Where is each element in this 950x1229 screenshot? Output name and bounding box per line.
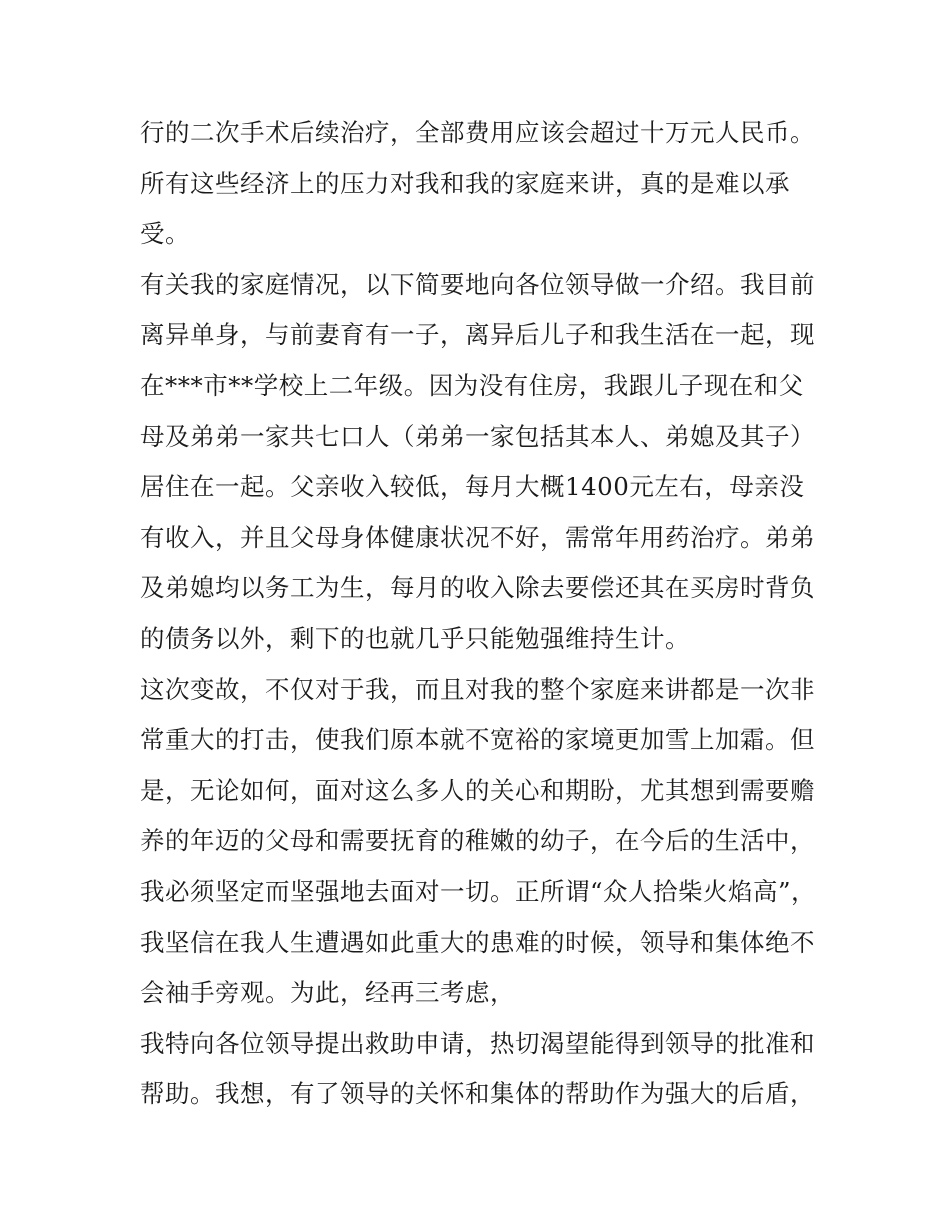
text-line: 行的二次手术后续治疗，全部费用应该会超过十万元人民币。 [140, 118, 815, 147]
text-line: 我特向各位领导提出救助申请，热切渴望能得到领导的批准和 [140, 1028, 815, 1058]
text-line: 所有这些经济上的压力对我和我的家庭来讲，真的是难以承 [140, 168, 790, 198]
text-line: 居住在一起。父亲收入较低，每月大概1400元左右，母亲没 [140, 472, 805, 502]
text-line: 帮助。我想，有了领导的关怀和集体的帮助作为强大的后盾， [140, 1079, 815, 1109]
text-line: 有关我的家庭情况，以下简要地向各位领导做一介绍。我目前 [140, 269, 815, 299]
text-line: 我必须坚定而坚强地去面对一切。正所谓“众人拾柴火焰高”， [140, 876, 817, 906]
text-line: 离异单身，与前妻育有一子，离异后儿子和我生活在一起，现 [140, 320, 815, 350]
text-line: 有收入，并且父母身体健康状况不好，需常年用药治疗。弟弟 [140, 522, 815, 552]
text-line: 常重大的打击，使我们原本就不宽裕的家境更加雪上加霜。但 [140, 725, 815, 755]
text-line: 的债务以外，剩下的也就几乎只能勉强维持生计。 [140, 623, 690, 653]
text-line: 受。 [140, 219, 190, 249]
text-line: 是，无论如何，面对这么多人的关心和期盼，尤其想到需要赡 [140, 775, 815, 805]
text-line: 会袖手旁观。为此，经再三考虑， [140, 978, 515, 1008]
text-line: 及弟媳均以务工为生，每月的收入除去要偿还其在买房时背负 [140, 573, 815, 603]
body-text [140, 108, 820, 1120]
text-line: 在***市**学校上二年级。因为没有住房，我跟儿子现在和父 [140, 370, 804, 400]
text-line: 我坚信在我人生遭遇如此重大的患难的时候，领导和集体绝不 [140, 927, 815, 957]
text-line: 母及弟弟一家共七口人（弟弟一家包括其本人、弟媳及其子） [140, 421, 815, 451]
text-line: 养的年迈的父母和需要抚育的稚嫩的幼子，在今后的生活中， [140, 826, 815, 856]
text-line: 这次变故，不仅对于我，而且对我的整个家庭来讲都是一次非 [140, 674, 815, 704]
